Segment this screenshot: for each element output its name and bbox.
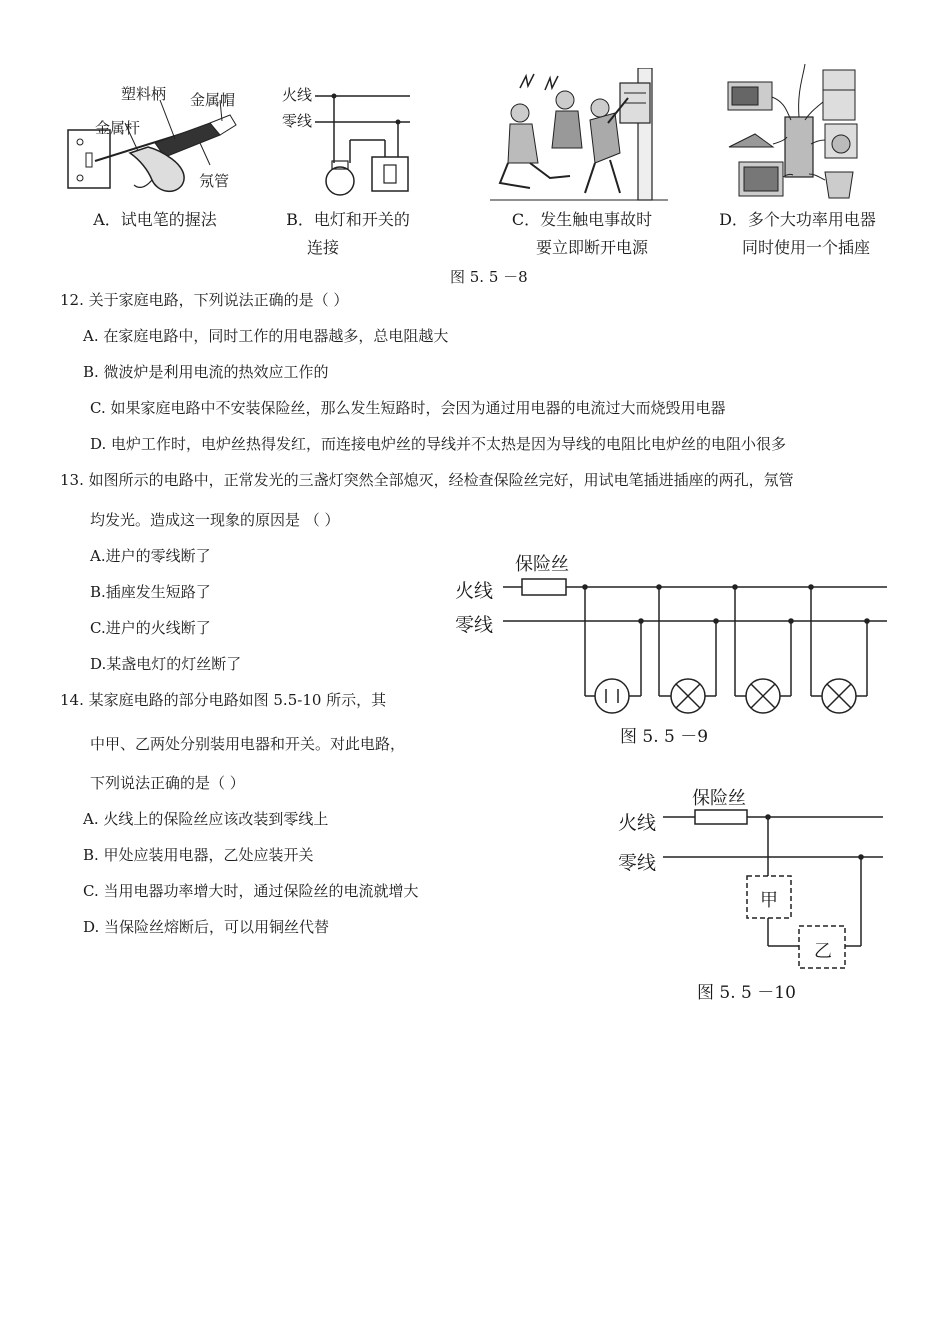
q13-option-c: C.进户的火线断了	[90, 619, 211, 637]
q14-option-a: A. 火线上的保险丝应该改装到零线上	[83, 810, 329, 828]
q13-stem-line1: 13. 如图所示的电路中，正常发光的三盏灯突然全部熄灭，经检查保险丝完好，用试电笔插进插座的两孔，氖管	[60, 471, 794, 489]
shock-rescue-illustration	[490, 68, 670, 203]
panel-a-caption: A．试电笔的握法	[93, 210, 217, 229]
panel-b-caption-line1: B．电灯和开关的	[286, 210, 410, 229]
panel-d-caption-line1: D．多个大功率用电器	[719, 210, 876, 229]
q12-stem: 12. 关于家庭电路，下列说法正确的是（ ）	[60, 291, 349, 309]
fig5510-jia-label: 甲	[760, 890, 778, 911]
panel-c-caption-line1: C．发生触电事故时	[511, 210, 653, 229]
fig5510-neutral-label: 零线	[618, 852, 657, 874]
q14-option-b: B. 甲处应装用电器，乙处应装开关	[83, 846, 314, 864]
q13-option-d: D.某盏电灯的灯丝断了	[90, 655, 242, 673]
q13-stem-line2: 均发光。造成这一现象的原因是 （ ）	[90, 511, 340, 529]
figure-5-5-9-caption: 图 5. 5 －9	[620, 727, 709, 747]
fig5510-live-label: 火线	[618, 812, 657, 834]
overloaded-socket-illustration	[725, 62, 875, 204]
panel-b-caption-line2: 连接	[306, 238, 339, 257]
fig559-live-label: 火线	[455, 580, 494, 602]
label-neutral-wire: 零线	[282, 112, 313, 130]
q12-option-a: A. 在家庭电路中，同时工作的用电器越多，总电阻越大	[83, 327, 449, 345]
label-metal-cap: 金属帽	[190, 91, 236, 109]
q14-stem-line3: 下列说法正确的是（ ）	[90, 774, 245, 792]
fig5510-fuse-label: 保险丝	[692, 788, 746, 809]
q14-stem-line2: 中甲、乙两处分别装用电器和开关。对此电路，	[90, 735, 406, 753]
q12-option-d: D. 电炉工作时，电炉丝热得发红，而连接电炉丝的导线并不太热是因为导线的电阻比电炉丝的电阻小很多	[90, 435, 787, 453]
figure-5-5-10-caption: 图 5. 5 －10	[697, 983, 796, 1003]
figure-5-5-8-caption: 图 5. 5 －8	[450, 268, 528, 286]
panel-c-caption-line2: 要立即断开电源	[535, 238, 648, 257]
fig559-circuit	[495, 570, 895, 720]
fig559-fuse-label: 保险丝	[515, 554, 569, 575]
q14-option-d: D. 当保险丝熔断后，可以用铜丝代替	[83, 918, 330, 936]
fig559-neutral-label: 零线	[455, 614, 494, 636]
q13-option-a: A.进户的零线断了	[90, 547, 211, 565]
label-metal-rod: 金属杆	[95, 119, 141, 137]
q14-option-c: C. 当用电器功率增大时，通过保险丝的电流就增大	[83, 882, 419, 900]
q12-option-c: C. 如果家庭电路中不安装保险丝，那么发生短路时，会因为通过用电器的电流过大而烧毁用电器	[90, 399, 726, 417]
fig559-fuse	[522, 579, 566, 595]
q12-option-b: B. 微波炉是利用电流的热效应工作的	[83, 363, 329, 381]
fig559-socket	[595, 679, 629, 713]
label-live-wire: 火线	[282, 86, 313, 104]
q13-option-b: B.插座发生短路了	[90, 583, 211, 601]
lamp-switch-circuit	[310, 85, 420, 205]
q14-stem-line1: 14. 某家庭电路的部分电路如图 5.5-10 所示，其	[60, 691, 387, 709]
label-plastic-handle: 塑料柄	[121, 85, 167, 103]
panel-d-caption-line2: 同时使用一个插座	[741, 238, 870, 257]
fig5510-yi-label: 乙	[814, 941, 832, 962]
fig5510-fuse	[695, 810, 747, 824]
label-neon-tube: 氖管	[199, 172, 230, 190]
